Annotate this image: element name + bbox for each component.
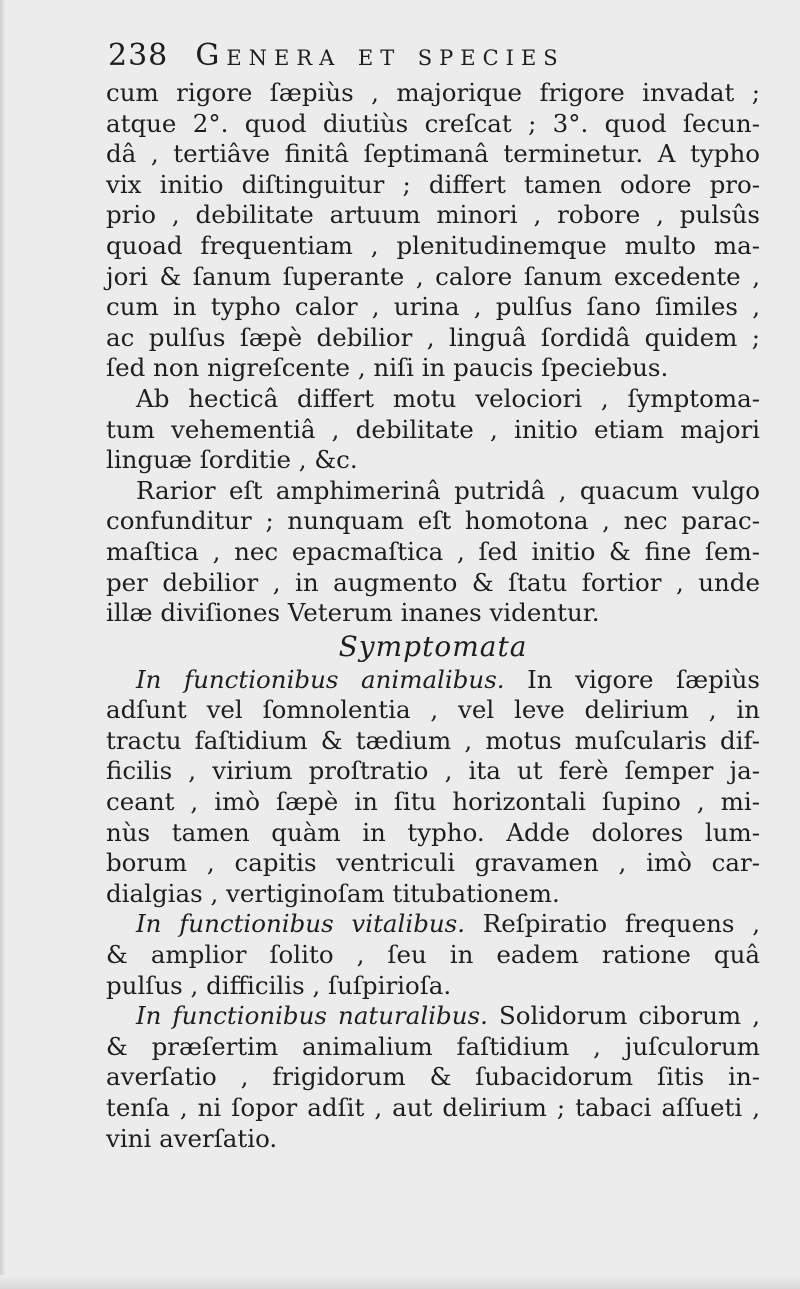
text-line: tractu faſtidium & tædium , motus muſcularis dif- xyxy=(106,725,760,755)
text-line: maſtica , nec epacmaſtica , ſed initio & fine ſem- xyxy=(106,536,760,566)
text-line: vini averſatio. xyxy=(106,1123,278,1153)
text-line: Ab hecticâ differt motu velociori , ſymptoma- xyxy=(136,383,760,413)
text-line: quoad frequentiam , plenitudinemque multo ma- xyxy=(106,230,760,260)
text-line: cum rigore ſæpiùs , majorique frigore invadat ; xyxy=(106,78,760,107)
symptom-section xyxy=(106,909,760,1001)
text-line: atque 2°. quod diutiùs creſcat ; 3°. quod ſecun- xyxy=(106,108,760,138)
running-title: Genera et species xyxy=(195,38,565,73)
text-line xyxy=(106,1001,760,1032)
page-number: 238 xyxy=(108,38,169,73)
section-label: In functionibus animalibus. xyxy=(136,664,505,694)
page-shadow-bottom xyxy=(0,1275,800,1289)
text-line: nùs tamen quàm in typho. Adde dolores lum- xyxy=(106,817,760,847)
paragraph xyxy=(106,384,760,476)
text-line: borum , capitis ventriculi gravamen , imò car- xyxy=(106,848,760,878)
text-line: confunditur ; nunquam eſt homotona , nec parac- xyxy=(106,506,760,536)
text-line: ficilis , virium proſtratio , ita ut ferè ſemper ja- xyxy=(106,756,760,786)
text-line: prio , debilitate artuum minori , robore , pulsûs xyxy=(106,200,760,230)
text-line: pulſus , difficilis , ſuſpirioſa. xyxy=(106,970,452,1000)
text-line: per debilior , in augmento & ſtatu fortior , unde xyxy=(106,567,760,597)
section-label: In functionibus vitalibus. xyxy=(136,909,466,939)
text-line: ſed non nigreſcente , niſi in paucis ſpeciebus. xyxy=(106,353,669,383)
page-shadow-left xyxy=(0,0,6,1289)
text-line: dâ , tertiâve finitâ ſeptimanâ terminetur. A typho xyxy=(106,139,760,169)
text-line: Rarior eſt amphimerinâ putridâ , quacum vulgo xyxy=(136,475,760,505)
text-line: cum in typho calor , urina , pulſus ſano ſimiles , xyxy=(106,292,760,322)
section-text: In vigore ſæpiùs xyxy=(527,664,760,694)
text-line: & præſertim animalium faſtidium , juſculorum xyxy=(106,1031,760,1061)
text-line: adſunt vel ſomnolentia , vel leve delirium , in xyxy=(106,695,760,725)
text-line: illæ diviſiones Veterum inanes videntur. xyxy=(106,598,600,628)
section-heading: Symptomata xyxy=(338,629,528,663)
text-line: ceant , imò ſæpè in ſitu horizontali ſupino , mi- xyxy=(106,787,760,817)
text-line: vix initio diſtinguitur ; differt tamen odore pro- xyxy=(106,169,760,199)
section-text: Solidorum ciborum , xyxy=(498,1001,760,1031)
text-line xyxy=(106,665,760,696)
text-line: ac pulſus ſæpè debilior , linguâ ſordidâ quidem ; xyxy=(106,322,760,352)
section-label: In functionibus naturalibus. xyxy=(136,1001,488,1031)
paragraph xyxy=(106,78,760,384)
text-line: jori & ſanum ſuperante , calore ſanum excedente , xyxy=(106,261,760,291)
paragraph xyxy=(106,476,760,629)
body-text xyxy=(106,78,760,1154)
text-line: tenſa , ni ſopor adſit , aut delirium ; tabaci aſſueti , xyxy=(106,1093,760,1122)
symptom-section xyxy=(106,1001,760,1154)
text-line: averſatio , frigidorum & ſubacidorum ſitis in- xyxy=(106,1062,760,1092)
text-line xyxy=(106,909,760,940)
text-line: & amplior ſolito , ſeu in eadem ratione quâ xyxy=(106,940,760,970)
text-line: dialgias , vertiginoſam titubationem. xyxy=(106,878,560,908)
section-text: Reſpiratio frequens , xyxy=(482,909,760,939)
text-line: linguæ ſorditie , &c. xyxy=(106,445,358,475)
symptom-section xyxy=(106,665,760,910)
text-line: tum vehementiâ , debilitate , initio etiam majori xyxy=(106,414,760,444)
